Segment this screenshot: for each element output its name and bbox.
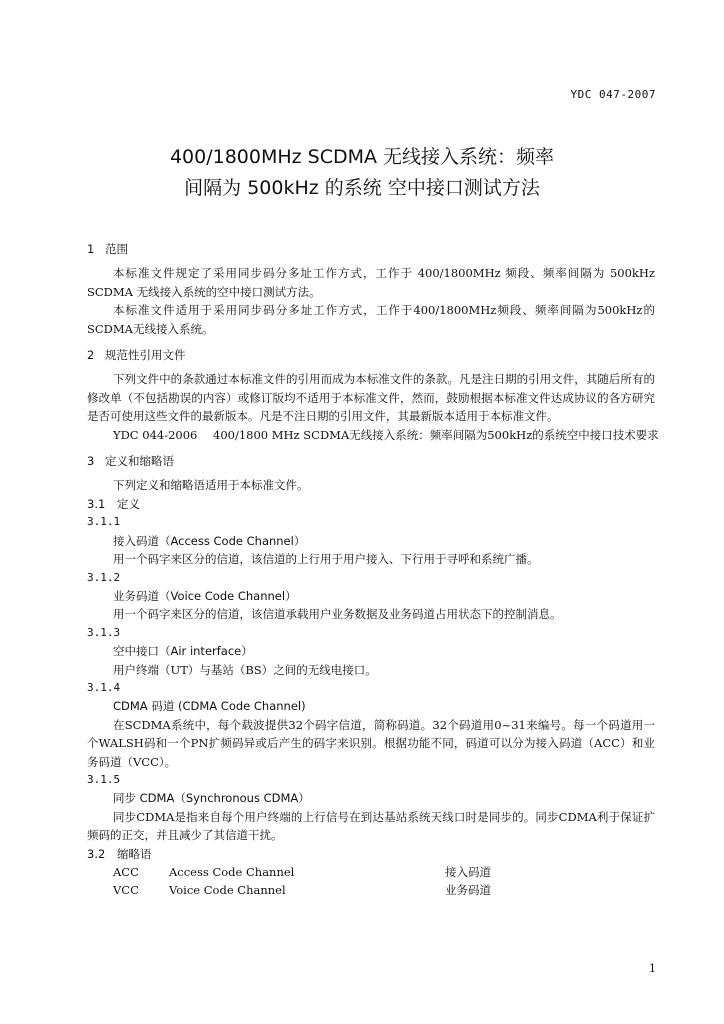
definition-text: 用户终端（UT）与基站（BS）之间的无线电接口。 xyxy=(113,662,377,677)
section-3-heading xyxy=(87,452,655,470)
definition-text: 同步CDMA是指来自每个用户终端的上行信号在到达基站系统天线口时是同步的。同步CDMA利于保证扩频码的正交，并且减少了其信道干扰。 xyxy=(87,809,655,843)
subsection-3-1-heading xyxy=(87,495,655,513)
abbreviation: VCC xyxy=(113,883,139,898)
page-number: 1 xyxy=(649,962,656,975)
abbreviation-full: Access Code Channel xyxy=(169,865,295,879)
definition-term: CDMA 码道 (CDMA Code Channel) xyxy=(113,699,306,714)
paragraph: 本标准文件规定了采用同步码分多址工作方式，工作于 400/1800MHz 频段、频率间隔为 500kHz SCDMA 无线接入系统的空中接口测试方法。 xyxy=(87,266,655,299)
abbreviation-full: Voice Code Channel xyxy=(169,883,286,898)
subsection-title: 缩略语 xyxy=(117,846,152,861)
section-number: 1 xyxy=(87,242,95,256)
section-title: 规范性引用文件 xyxy=(105,348,186,363)
abbreviation-row xyxy=(87,863,655,881)
definition-number: 3.1.5 xyxy=(87,772,121,786)
abbreviation: ACC xyxy=(113,865,139,879)
paragraph: 下列文件中的条款通过本标准文件的引用而成为本标准文件的条款。凡是注日期的引用文件，其随后所有的修改单（不包括勘误的内容）或修订版均不适用于本标准文件，然而，鼓励根据本标准文件达成协议的各方研究是否可使用这些文件的最新版本。凡是不注日期的引用文件，其最新版本适用于本标准文件。 xyxy=(87,372,655,424)
paragraph: 下列定义和缩略语适用于本标准文件。 xyxy=(113,478,309,493)
section-number: 3 xyxy=(87,454,95,469)
title-line-2: 间隔为 500kHz 的系统 空中接口测试方法 xyxy=(184,177,540,199)
section-title: 范围 xyxy=(105,242,128,256)
abbreviation-chinese: 接入码道 xyxy=(445,865,491,879)
definition-text: 用一个码字来区分的信道，该信道承载用户业务数据及业务码道占用状态下的控制消息。 xyxy=(113,607,562,622)
standard-code: YDC 047-2007 xyxy=(570,88,656,101)
subsection-number: 3.1 xyxy=(87,496,106,511)
definition-number: 3.1.4 xyxy=(87,680,121,694)
reference-code: YDC 044-2006 xyxy=(113,427,198,442)
abbreviation-row xyxy=(87,881,655,899)
document-title xyxy=(0,142,724,204)
reference-title: 400/1800 MHz SCDMA无线接入系统：频率间隔为500kHz的系统空中接口技术要求 xyxy=(213,427,659,442)
definition-text: 用一个码字来区分的信道，该信道的上行用于用户接入、下行用于寻呼和系统广播。 xyxy=(113,552,539,567)
title-line-1: 400/1800MHz SCDMA 无线接入系统：频率 xyxy=(169,146,555,168)
definition-term: 同步 CDMA（Synchronous CDMA） xyxy=(113,791,310,806)
definition-text: 在SCDMA系统中，每个载波提供32个码字信道，简称码道。32个码道用0~31来编号。每一个码道用一个WALSH码和一个PN扩频码异或后产生的码字来识别。根据功能不同，码道可以分为接入码道（ACC）和业务码道（VCC）。 xyxy=(87,717,655,769)
document-body xyxy=(87,240,659,900)
definition-number: 3.1.2 xyxy=(87,570,121,584)
subsection-number: 3.2 xyxy=(87,846,106,861)
section-number: 2 xyxy=(87,348,95,363)
paragraph: 本标准文件适用于采用同步码分多址工作方式，工作于400/1800MHz频段、频率间隔为500kHz的SCDMA无线接入系统。 xyxy=(87,303,655,336)
abbreviation-chinese: 业务码道 xyxy=(445,883,491,898)
section-1-heading xyxy=(87,240,655,258)
definition-term: 空中接口（Air interface） xyxy=(113,644,253,659)
section-2-heading xyxy=(87,346,655,364)
definition-term: 业务码道（Voice Code Channel） xyxy=(113,588,297,603)
subsection-title: 定义 xyxy=(117,496,140,511)
definition-number: 3.1.1 xyxy=(87,515,121,529)
definition-term: 接入码道（Access Code Channel） xyxy=(113,533,306,548)
normative-reference xyxy=(87,426,659,444)
definition-number: 3.1.3 xyxy=(87,625,121,639)
section-title: 定义和缩略语 xyxy=(105,454,174,469)
subsection-3-2-heading xyxy=(87,845,655,863)
